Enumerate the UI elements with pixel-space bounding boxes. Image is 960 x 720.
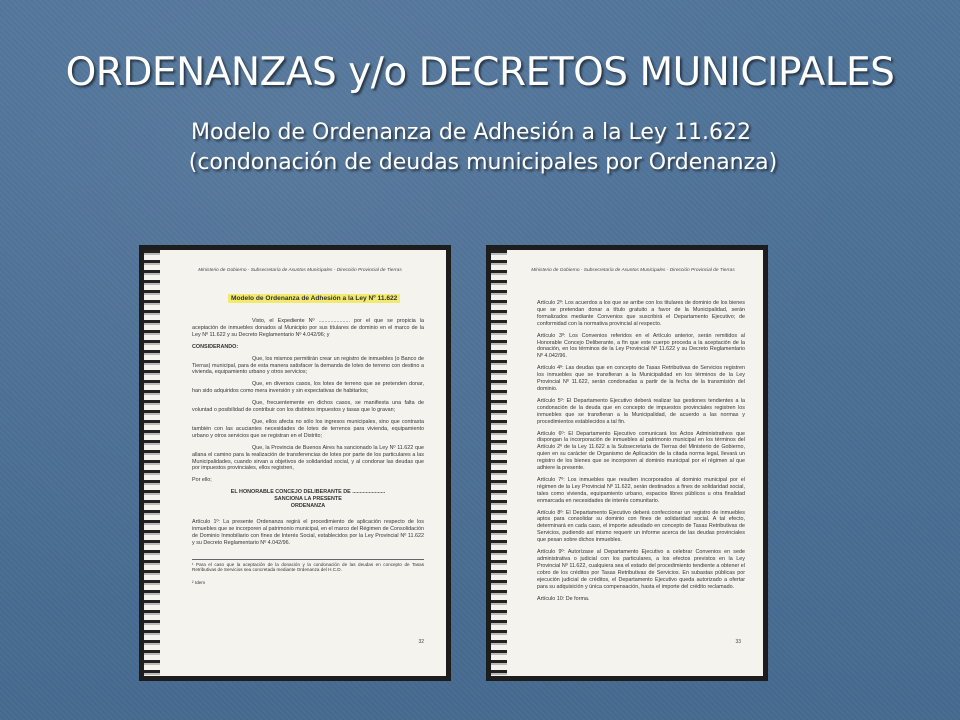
articulo: Artículo 2º: Los acuerdos a los que se arribe con los titulares de dominio de los bienes que se pretendan donar a título gratuito a favor de la Municipalidad, serán formalizados mediante Convenios que suscribirá el Departamento Ejecutivo; de conformidad con la normativa provincial al respecto. [537,300,745,327]
page-number: 32 [418,639,424,646]
page-number: 33 [735,639,741,646]
articulo: Artículo 5º: El Departamento Ejecutivo deberá realizar las gestiones tendientes a la condonación de la deuda que en concepto de impuestos provinciales registren los inmuebles que se transfieran a la Municipalidad, de acuerdo a las normas y procedimientos establecidos a tal fin. [537,397,745,425]
footnote: ¹ Para el caso que la aceptación de la donación y la condonación de las deudas en concepto de Tasas Retributivas de Servicios sea concretada mediante Ordenanza del H.C.D. [192,559,424,573]
articulo: Artículo 10: De forma. [537,595,590,602]
page-header: Ministerio de Gobierno - Subsecretaría de Asuntos Municipales - Dirección Provincial de Tierras [531,268,735,273]
sanciona-line: SANCIONA LA PRESENTE [274,496,342,503]
scanned-page-left [140,246,450,680]
articulo: Artículo 8º: El Departamento Ejecutivo deberá confeccionar un registro de inmuebles aptos para consolidar su dominio con fines de solidaridad social. A tal efecto, determinará en cada caso, el importe adeudado en concepto de Tasas Retributivas de Servicios, pudiendo así mismo requerir un informe acerca de las deudas provinciales que pesan sobre dichos inmuebles. [537,509,745,544]
document-page-32 [154,250,446,676]
articulo: Artículo 6º: El Departamento Ejecutivo comunicará los Actos Administrativos que dispongan la incorporación de inmuebles al patrimonio municipal en los términos del Artículo 2º de la Ley 11.622 a la Subsecretaría de Tierras del Ministerio de Gobierno, quien en su carácter de Organismo de Aplicación de la citada norma legal, llevará un registro de los bienes que se incorporen al dominio municipal por el régimen al que adhiere la presente. [537,430,745,472]
por-ello: Por ello; [192,477,212,484]
considerando-paragraph: Que, ellos afecta no sólo los ingresos municipales, sino que contrasta también con las acuciantes necesidades de lotes de terrenos para vivienda, equipamiento urbano y otros servicios que se registran en el Distrito; [192,418,424,439]
slide-title: ORDENANZAS y/o DECRETOS MUNICIPALES [65,50,895,95]
considerando-paragraph: Que, en diversos casos, los lotes de terreno que se pretenden donar, han sido adquiridos como mera inversión y sin expectativas de habitarlos; [192,381,424,395]
spiral-binding [144,250,160,676]
sanciona-line: ORDENANZA [290,503,326,510]
spiral-binding [491,250,507,676]
articulo: Artículo 4º: Las deudas que en concepto de Tasas Retributivas de Servicios registren los inmuebles que se transfieran a la Municipalidad en los términos de la Ley Provincial Nº 11.622, serán condonadas a partir de la fecha de la transmisión del dominio. [537,365,745,392]
page-body [192,318,424,590]
subtitle-line-2: (condonación de deudas municipales por Ordenanza) [188,150,778,175]
subtitle-line-1: Modelo de Ordenanza de Adhesión a la Ley 11.622 [191,120,751,145]
scanned-page-right [487,246,767,680]
considerando-paragraph: Que, la Provincia de Buenos Aires ha sancionado la Ley Nº 11.622 que allana el camino para la realización de transferencias de lotes por parte de los particulares a las Municipalidades, cuando sirvan a objetivos de solidaridad social, y al condonar las deudas que por impuestos provinciales, ellos registren, [192,444,424,472]
document-page-33 [503,250,763,676]
sanciona-line: EL HONORABLE CONCEJO DELIBERANTE DE ...................... [230,489,386,496]
page-body [537,300,745,607]
considerando-paragraph: Que, los mismos permitirán crear un registro de inmuebles (o Banco de Tierras) municipal, para de esta manera satisfacer la demanda de lotes de terreno con destino a vivienda, equipamiento urbano y otros servicios; [192,355,424,376]
articulo-1: Artículo 1º: La presente Ordenanza regirá el procedimiento de aplicación respecto de los inmuebles que se incorporen al patrimonio municipal, en el marco del Régimen de Consolidación de Dominio Inmobiliario con fines de Interés Social, establecidos por la Ley Provincial Nº 11.622 y su Decreto Reglamentario Nº 4.042/96. [192,518,424,546]
slide-subtitle [0,118,960,178]
footnote: ² Idem [192,579,206,585]
articulo: Artículo 3º: Los Convenios referidos en el Artículo anterior, serán remitidos al Honorable Concejo Deliberante, a fin que este cuerpo proceda a la aceptación de la donación, en los términos de la Ley Provincial Nº 11.622 y su Decreto Reglamentario Nº 4.042/96. [537,332,745,360]
ordinance-title: Modelo de Ordenanza de Adhesión a la Ley Nº 11.622 [228,296,400,303]
articulo: Artículo 7º: Los inmuebles que resulten incorporados al dominio municipal por el régimen de la Ley Provincial Nº 11.622, serán destinados a fines de solidaridad social, tales como vivienda, equipamiento urbano, espacios libres públicos u otra finalidad enmarcada en necesidades de interés comunitario. [537,476,745,504]
visto-paragraph: Visto, el Expediente Nº ..................... por el que se propicia la aceptación de inmuebles donados al Municipio por sus titulares de dominio en el marco de la Ley Nº 11.622 y su Decreto Reglamentario Nº 4.042/96; y [192,318,424,338]
considerando-paragraph: Que, frecuentemente en dichos casos, se manifiesta una falta de voluntad o posibilidad de contribuir con los distintos impuestos y tasas que lo gravan; [192,400,424,414]
page-header: Ministerio de Gobierno - Subsecretaría de Asuntos Municipales - Dirección Provincial de Tierras [198,268,402,273]
considerando-label: CONSIDERANDO: [192,343,239,350]
articulo: Artículo 9º: Autorízase al Departamento Ejecutivo a celebrar Convenios en sede administrativa o judicial con los particulares, a los efectos previstos en la Ley Provincial Nº 11.622, cualquiera sea el estado del procedimiento tendiente a obtener el cobro de los créditos por Tasas Retributivas de Servicios. En subastas públicas por ejecución judicial de créditos, el Departamento Ejecutivo queda autorizado a ofertar para su adquisición y única compensación, hasta el importe del crédito reclamado. [537,549,745,590]
